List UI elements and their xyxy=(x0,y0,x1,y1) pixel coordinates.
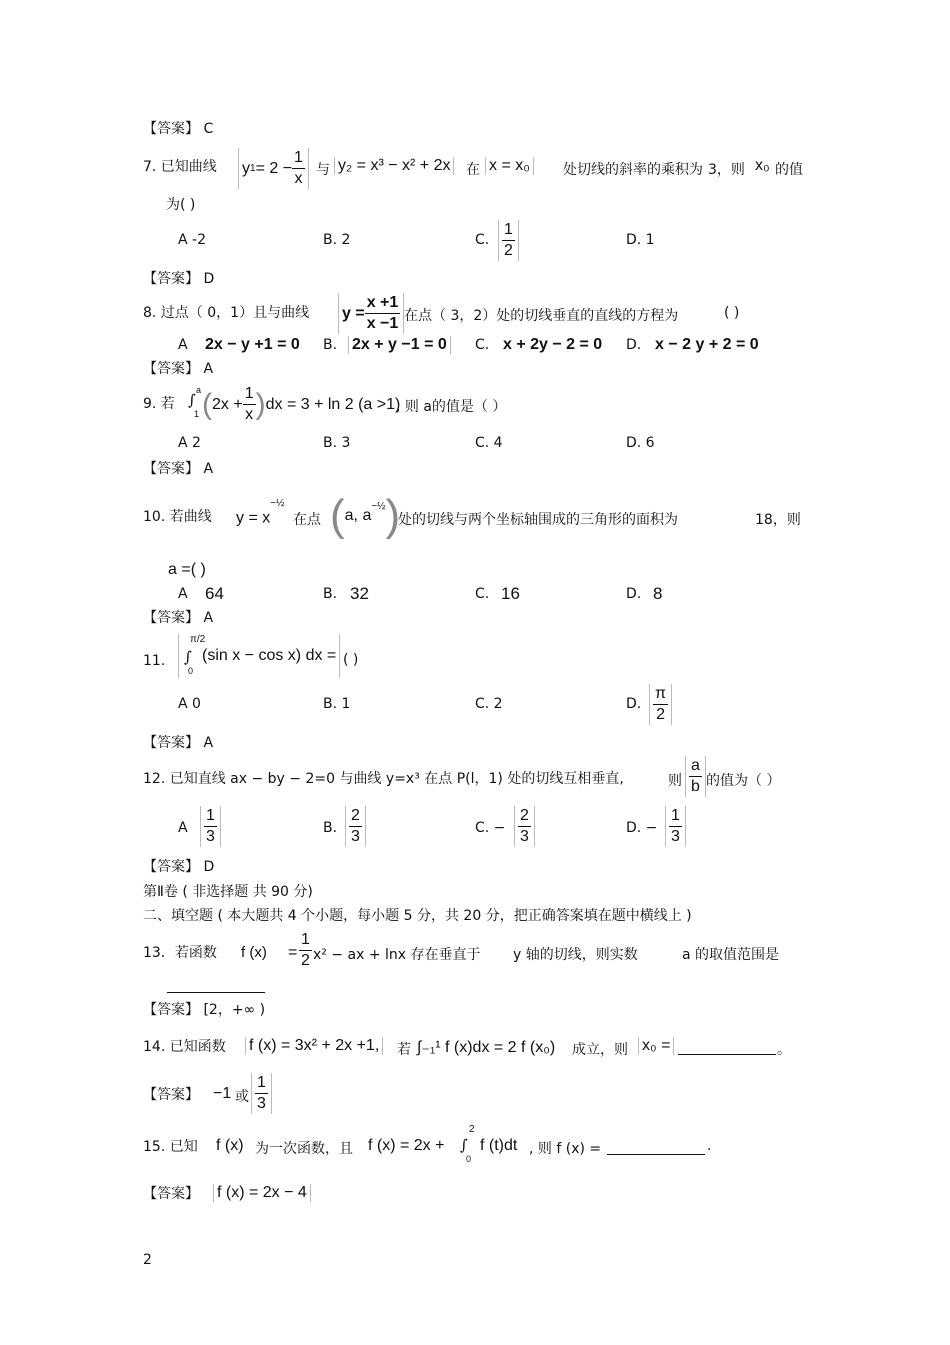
answer-6: 【答案】 C xyxy=(143,121,214,137)
q9-fden: x xyxy=(245,406,254,423)
q8-num: 8. 过点（ 0，1）且与曲线 xyxy=(143,305,310,321)
section2-heading: 二、填空题 ( 本大题共 4 个小题，每小题 5 分，共 20 分，把正确答案填在题中横线上 ) xyxy=(143,908,692,924)
q8-opt-d-val: x − 2 y + 2 = 0 xyxy=(655,336,759,353)
q12-d-den: 3 xyxy=(671,828,680,845)
q8-paren: ( ) xyxy=(724,305,740,321)
q10-rest: 处的切线与两个坐标轴围成的三角形的面积为 xyxy=(398,512,678,528)
q15-answer-val: f (x) = 2x − 4 xyxy=(213,1184,311,1202)
q15-end: . xyxy=(707,1138,712,1154)
q7-three: 3，则 xyxy=(708,162,745,178)
q9-opt-a: A 2 xyxy=(178,435,201,451)
q11-opt-d: D. xyxy=(626,696,642,712)
q12-frac xyxy=(685,756,706,797)
q10-exp: −½ xyxy=(270,498,285,509)
q8-opt-a: A xyxy=(178,337,188,353)
q10-line2: a =( ) xyxy=(168,561,206,578)
q12-opt-c: C. − xyxy=(475,820,506,836)
q11-opt-d-den: 2 xyxy=(656,706,665,723)
q7-y2: y₂ = x³ − x² + 2x xyxy=(334,157,454,175)
q7-opt-a: A -2 xyxy=(178,232,206,248)
q9-opt-b: B. 3 xyxy=(323,435,351,451)
q14-blank[interactable] xyxy=(678,1037,776,1055)
q7-y1-num: 1 xyxy=(292,148,305,169)
q10-opt-b: B. xyxy=(323,586,338,602)
q14-end: 。 xyxy=(777,1042,791,1058)
q7-num: 7. 已知曲线 xyxy=(143,159,217,175)
q9-rparen: ) xyxy=(255,387,266,421)
q14-mid: 若 xyxy=(397,1042,411,1058)
q13-rest3: a 的取值范围是 xyxy=(682,947,780,963)
q7-opt-c-den: 2 xyxy=(504,242,513,259)
q12-num: 12. 已知直线 ax − by − 2=0 与曲线 y=x³ 在点 P(l，1) 处的切线互相垂直, xyxy=(143,771,624,787)
q14-answer-label: 【答案】 xyxy=(143,1087,199,1103)
q10-opt-c-val: 16 xyxy=(501,584,520,603)
q11-opt-d-num: π xyxy=(653,684,668,705)
q14-x0: x₀ = xyxy=(638,1037,674,1055)
q12-opt-a-frac xyxy=(200,806,221,847)
q12-d-num: 1 xyxy=(669,806,682,827)
q12-opt-a: A xyxy=(178,820,188,836)
q15-int-lower: 0 xyxy=(466,1154,472,1164)
q7-line1 xyxy=(143,158,217,176)
q13-num: 13．若函数 xyxy=(143,945,217,961)
q10-pt-exp: −½ xyxy=(371,500,386,512)
q12-c-num: 2 xyxy=(518,806,531,827)
q13-fden: 2 xyxy=(301,952,310,969)
q8-func xyxy=(338,293,404,334)
q8-opt-c-val: x + 2y − 2 = 0 xyxy=(503,336,603,353)
q8-opt-b-val: 2x + y −1 = 0 xyxy=(348,336,451,354)
q12-fnum: a xyxy=(689,756,702,777)
q7-answer: 【答案】 D xyxy=(143,271,215,287)
q7-xeq: x = x₀ xyxy=(485,157,534,175)
q15-tail: f (t)dt xyxy=(480,1137,518,1154)
q14-answer-frac xyxy=(251,1073,272,1114)
q11-integral xyxy=(178,634,340,678)
q10-opt-d: D. xyxy=(626,586,642,602)
q15-int-glyph: ∫ xyxy=(460,1136,468,1154)
q12-b-den: 3 xyxy=(351,828,360,845)
q9-int-upper: a xyxy=(196,384,202,395)
q14-ans-den: 3 xyxy=(257,1095,266,1112)
q10-yeq-text: y = x xyxy=(236,509,271,527)
q8-opt-b: B. xyxy=(323,337,338,353)
q8-yeq: y = xyxy=(342,304,365,322)
q13-blank[interactable] xyxy=(167,975,265,993)
q10-answer: 【答案】 A xyxy=(143,610,214,626)
q8-opt-a-val: 2x − y +1 = 0 xyxy=(205,336,300,353)
q11-answer: 【答案】 A xyxy=(143,735,214,751)
q10-lparen: ( xyxy=(330,491,345,540)
q9-integral xyxy=(188,384,400,425)
q10-opt-a-val: 64 xyxy=(205,584,224,603)
q14-integral: ∫₋₁¹ f (x)dx = 2 f (x₀) xyxy=(417,1039,556,1056)
q12-opt-c-frac xyxy=(514,806,535,847)
q7-mid1: 与 xyxy=(316,162,330,178)
q12-a-num: 1 xyxy=(204,806,217,827)
q10-pt: a, a xyxy=(344,507,372,524)
q9-int-lower: 1 xyxy=(194,408,200,419)
q13-rest2: y 轴的切线，则实数 xyxy=(513,947,638,963)
q12-opt-b-frac xyxy=(345,806,366,847)
q9-rest: , 则 a的值是（ ） xyxy=(396,399,507,415)
q8-answer: 【答案】 A xyxy=(143,361,214,377)
q8-rest: 在点（ 3，2）处的切线垂直的直线的方程为 xyxy=(404,308,679,324)
q8-fden: x −1 xyxy=(366,315,399,332)
q8-opt-d: D. xyxy=(626,337,642,353)
q11-int-upper: π/2 xyxy=(190,634,206,645)
part2-heading: 第Ⅱ卷 ( 非选择题 共 90 分) xyxy=(143,884,313,900)
q10-yeq xyxy=(236,498,285,527)
q15-mid: 为一次函数，且 xyxy=(255,1141,353,1157)
q15-rest: , 则 f (x) = xyxy=(529,1141,602,1157)
q12-a-den: 3 xyxy=(206,828,215,845)
q10-opt-b-val: 32 xyxy=(350,584,369,603)
q10-eighteen: 18，则 xyxy=(755,512,801,528)
q14-num: 14. 已知函数 xyxy=(143,1039,226,1055)
q12-c-den: 3 xyxy=(520,828,529,845)
q13-eq: = xyxy=(288,944,298,961)
q11-opt-b: B. 1 xyxy=(323,696,351,712)
q10-mid: 在点 xyxy=(293,512,321,528)
q10-opt-c: C. xyxy=(475,586,490,602)
q7-rest2: 的值 xyxy=(775,162,803,178)
q9-term2: dx = 3 + ln 2 (a >1) xyxy=(265,395,401,413)
q9-opt-c: C. 4 xyxy=(475,435,503,451)
q10-opt-a: A xyxy=(178,586,188,602)
q11-int-sign xyxy=(182,634,206,676)
q15-int-sign xyxy=(458,1124,478,1166)
q7-opt-c-num: 1 xyxy=(502,220,515,241)
q9-int-sign xyxy=(188,384,202,423)
q7-y1-var: y xyxy=(242,159,250,177)
q12-opt-b: B. xyxy=(323,820,338,836)
q9-term1: 2x + xyxy=(212,395,243,413)
q12-opt-d-frac xyxy=(665,806,686,847)
q13-frac xyxy=(299,930,312,971)
q10-rparen: ) xyxy=(385,491,401,540)
q7-opt-c-frac xyxy=(498,220,519,261)
q15-eq: f (x) = 2x + xyxy=(368,1137,445,1154)
q15-blank[interactable] xyxy=(607,1137,705,1155)
q14-fx: f (x) = 3x² + 2x +1, xyxy=(245,1037,383,1055)
q9-fnum: 1 xyxy=(243,384,256,405)
q14-answer-a: −1 xyxy=(213,1085,232,1102)
q7-opt-d: D. 1 xyxy=(626,232,655,248)
q7-y1-eq: = 2 − xyxy=(255,159,293,177)
q12-answer: 【答案】 D xyxy=(143,859,215,875)
q15-fx: f (x) xyxy=(216,1137,244,1154)
q8-opt-c: C. xyxy=(475,337,490,353)
q11-opt-c: C. 2 xyxy=(475,696,503,712)
q11-opt-d-frac xyxy=(649,684,672,725)
q11-paren: ( ) xyxy=(343,652,359,668)
q12-rest: 的值为（ ） xyxy=(706,773,781,789)
q7-rest1: 处切线的斜率的乘积为 xyxy=(563,162,703,178)
q15-int-upper: 2 xyxy=(469,1124,475,1135)
q13-fnum: 1 xyxy=(299,930,312,951)
q14-rest: 成立，则 xyxy=(572,1042,628,1058)
q13-fx: f (x) xyxy=(241,944,267,961)
q12-fden: b xyxy=(691,778,700,795)
q11-num: 11. xyxy=(143,653,166,669)
q7-y1-den: x xyxy=(294,170,303,187)
q13-rest1: x² − ax + lnx 存在垂直于 xyxy=(313,947,481,963)
q9-answer: 【答案】 A xyxy=(143,461,214,477)
q14-answer-or: 或 xyxy=(235,1089,249,1105)
q10-num: 10. 若曲线 xyxy=(143,509,212,525)
q13-answer: 【答案】 [2，+∞ ) xyxy=(143,1002,266,1018)
q7-mid2: 在 xyxy=(466,162,480,178)
q11-int-glyph: ∫ xyxy=(184,648,192,666)
q11-int-lower: 0 xyxy=(188,666,194,676)
q15-num: 15. 已知 xyxy=(143,1139,198,1155)
q7-x0: x₀ xyxy=(755,157,770,174)
q7-opt-c: C. xyxy=(475,232,490,248)
q9-num: 9. 若 xyxy=(143,396,175,412)
q9-int-glyph: ∫ xyxy=(188,390,196,409)
q11-body: (sin x − cos x) dx = xyxy=(202,647,337,664)
q11-opt-a: A 0 xyxy=(178,696,201,712)
q15-answer-label: 【答案】 xyxy=(143,1186,199,1202)
q7-opt-b: B. 2 xyxy=(323,232,351,248)
q7-line2: 为( ) xyxy=(166,197,196,213)
q12-b-num: 2 xyxy=(349,806,362,827)
q12-opt-d: D. − xyxy=(626,820,658,836)
q9-opt-d: D. 6 xyxy=(626,435,655,451)
q10-point xyxy=(330,490,400,542)
q7-y1: y 1 = 2 − $\frac{1}{x}$ xyxy=(238,148,309,189)
q14-ans-num: 1 xyxy=(255,1073,268,1094)
page-number: 2 xyxy=(143,1252,152,1268)
q8-fnum: x +1 xyxy=(365,293,401,314)
q9-lparen: ( xyxy=(202,387,212,421)
q12-then: 则 xyxy=(668,773,682,789)
q10-opt-d-val: 8 xyxy=(653,584,663,603)
